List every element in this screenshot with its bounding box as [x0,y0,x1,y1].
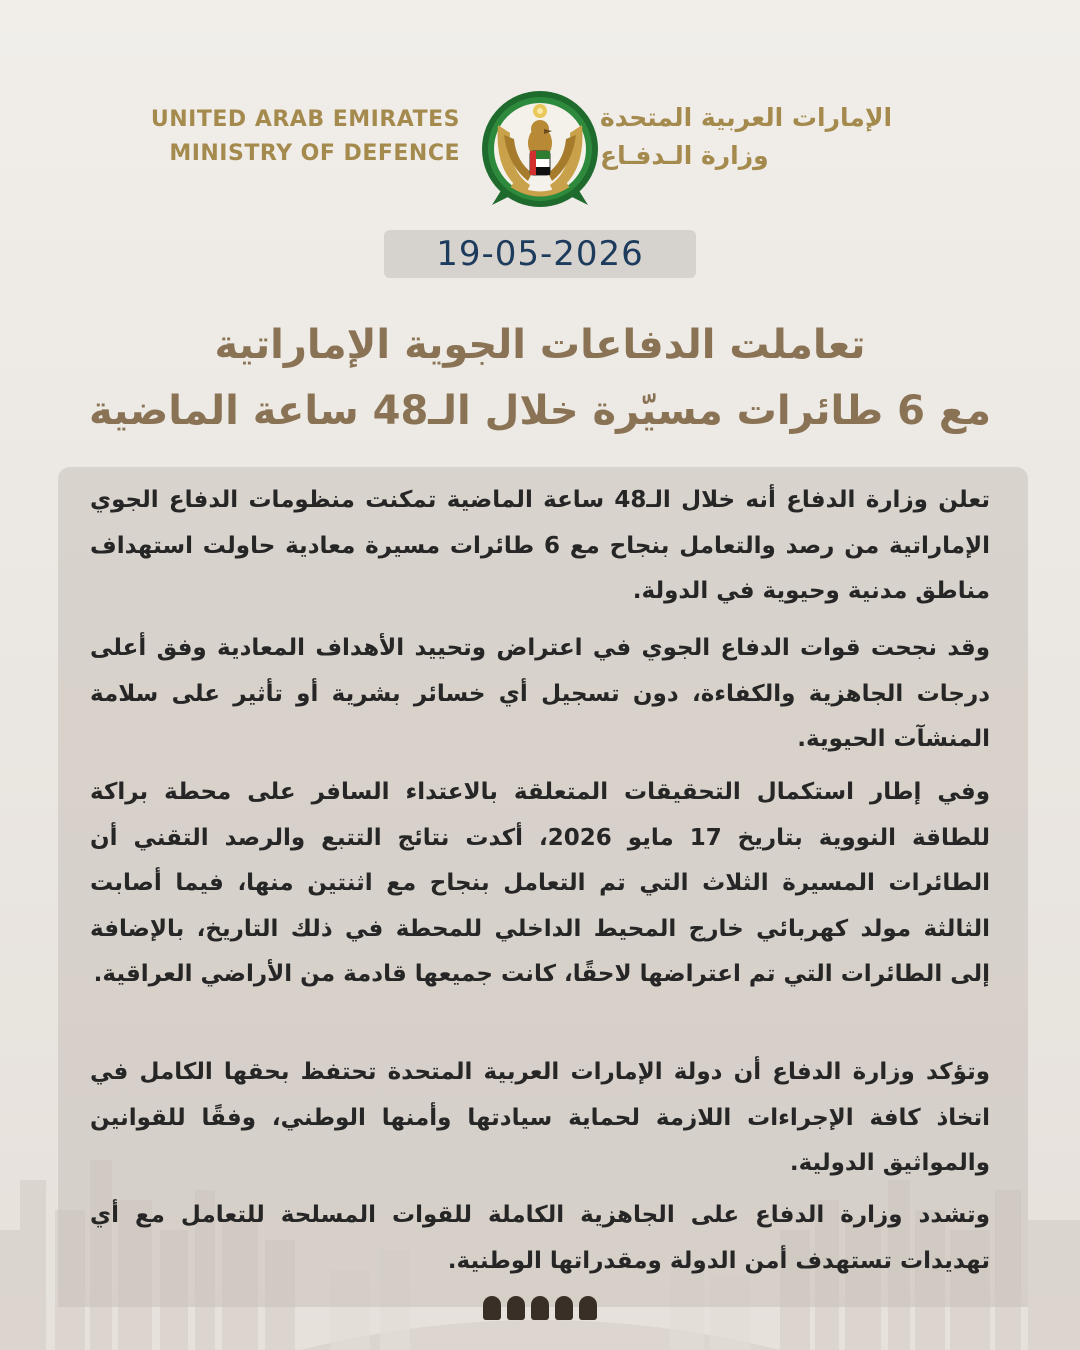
statement-paragraph: وتؤكد وزارة الدفاع أن دولة الإمارات العربية المتحدة تحتفظ بحقها الكامل في اتخاذ كافة الإجراءات اللازمة لحماية سيادتها وأمنها الوطني، وفقًا للقوانين والمواثيق الدولية. [90,1059,990,1176]
arabic-ministry-name [600,99,920,175]
arabic-country-name: الإمارات العربية المتحدة [600,103,893,132]
arabic-ministry-title: وزارة الـدفـاع [600,141,769,170]
social-icon[interactable] [507,1296,525,1320]
social-icon[interactable] [483,1296,501,1320]
english-ministry-title: MINISTRY OF DEFENCE [169,141,460,166]
announcement-headline [60,312,1020,444]
social-icon[interactable] [555,1296,573,1320]
social-icon[interactable] [579,1296,597,1320]
statement-paragraph: وقد نجحت قوات الدفاع الجوي في اعتراض وتحييد الأهداف المعادية وفق أعلى درجات الجاهزية والكفاءة، دون تسجيل أي خسائر بشرية أو تأثير على سلامة المنشآت الحيوية. [90,635,990,752]
ministry-header [0,85,1080,225]
english-country-name: UNITED ARAB EMIRATES [150,107,460,132]
headline-line-1: تعاملت الدفاعات الجوية الإماراتية [214,322,866,368]
statement-paragraph: تعلن وزارة الدفاع أنه خلال الـ48 ساعة الماضية تمكنت منظومات الدفاع الجوي الإماراتية من رصد والتعامل بنجاح مع 6 طائرات مسيرة معادية حاولت استهداف مناطق مدنية وحيوية في الدولة. [90,487,991,604]
statement-paragraph: وتشدد وزارة الدفاع على الجاهزية الكاملة للقوات المسلحة للتعامل مع أي تهديدات تستهدف أمن الدولة ومقدراتها الوطنية. [90,1202,990,1274]
social-icon[interactable] [531,1296,549,1320]
date-badge: 19-05-2026 [384,230,696,278]
footer-social-icons [480,1296,600,1322]
english-ministry-name [150,103,460,171]
headline-line-2: مع 6 طائرات مسيّرة خلال الـ48 ساعة الماضية [89,388,991,434]
uae-falcon-emblem-icon [478,85,602,217]
statement-paragraph: وفي إطار استكمال التحقيقات المتعلقة بالاعتداء السافر على محطة براكة للطاقة النووية بتاريخ 17 مايو 2026، أكدت نتائج التتبع والرصد التقني أن الطائرات المسيرة الثلاث التي تم التعامل بنجاح مع اثنتين منها، فيما أصابت الثالثة مولد كهربائي خارج المحيط الداخلي للمحطة في ذلك التاريخ، بالإضافة إلى الطائرات التي تم اعتراضها لاحقًا، كانت جميعها قادمة من الأراضي العراقية. [90,779,991,987]
